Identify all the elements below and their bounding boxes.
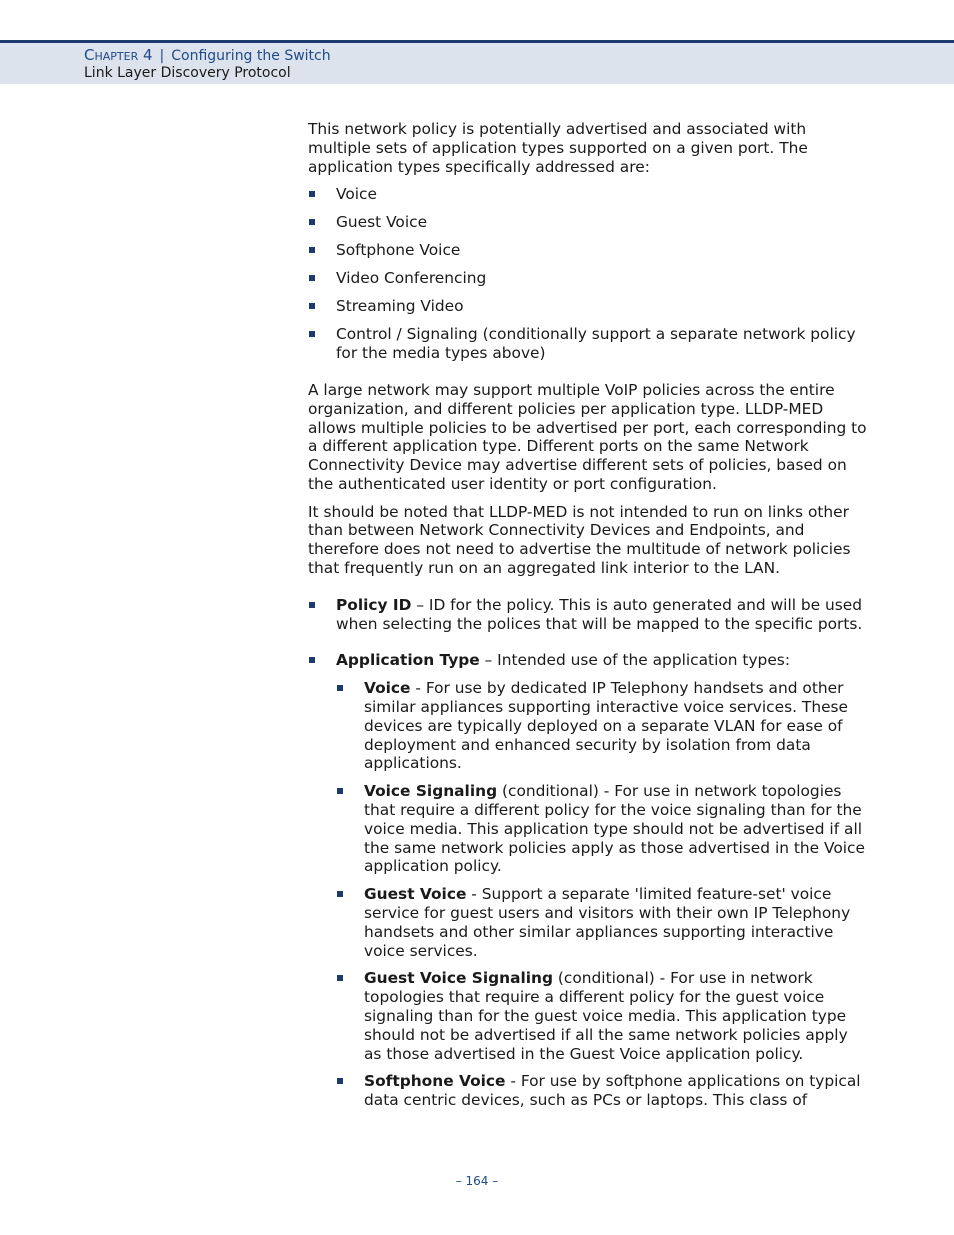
chapter-label: Chapter 4 bbox=[84, 46, 153, 64]
list-item bbox=[308, 185, 870, 204]
bullet-icon bbox=[337, 975, 343, 981]
bullet-icon bbox=[309, 602, 315, 608]
bullet-icon bbox=[337, 891, 343, 897]
bullet-icon bbox=[309, 247, 315, 253]
list-item-text: Guest Voice bbox=[336, 213, 428, 232]
bullet-icon bbox=[337, 685, 343, 691]
voip-policies-paragraph: A large network may support multiple VoIP policies across the entire organization, and different policies per application type. LLDP-MED allows multiple policies to be advertised per port, each corresponding to a different application type. Different ports on the same Network Connectivity Device may advertise different sets of policies, based on the authenticated user identity or port configuration. bbox=[308, 380, 867, 493]
definition-item bbox=[336, 679, 870, 773]
bullet-icon bbox=[309, 219, 315, 225]
param-term: Application Type bbox=[336, 651, 480, 670]
list-item bbox=[308, 325, 870, 363]
bullet-icon bbox=[309, 191, 315, 197]
list-item-text: Control / Signaling (conditionally support a separate network policy for the media types above) bbox=[336, 325, 856, 363]
list-item-text: Voice bbox=[336, 185, 377, 204]
param-application-type bbox=[308, 651, 870, 1110]
section-title: Link Layer Discovery Protocol bbox=[84, 65, 291, 81]
list-item bbox=[308, 269, 870, 288]
bullet-icon bbox=[337, 1078, 343, 1084]
definition-term: Voice Signaling bbox=[364, 782, 498, 801]
list-item-text: Video Conferencing bbox=[336, 269, 487, 288]
intro-paragraph: This network policy is potentially advertised and associated with multiple sets of application types supported on a given port. The application types specifically addressed are: bbox=[308, 120, 808, 176]
list-item bbox=[308, 297, 870, 316]
definition-item bbox=[336, 969, 870, 1063]
definition-term: Softphone Voice bbox=[364, 1072, 506, 1091]
list-item-text: Streaming Video bbox=[336, 297, 464, 316]
definition-item bbox=[336, 782, 870, 876]
definition-item bbox=[336, 885, 870, 960]
parameters-list bbox=[308, 596, 870, 1110]
definition-text: - For use by softphone applications on typical data centric devices, such as PCs or laptops. This class of bbox=[364, 1072, 861, 1110]
lldp-med-note-paragraph: It should be noted that LLDP-MED is not intended to run on links other than between Network Connectivity Devices and Endpoints, and therefore does not need to advertise the multitude of network policies that frequently run on an aggregated link interior to the LAN. bbox=[308, 502, 851, 578]
page-number: – 164 – bbox=[455, 1174, 499, 1188]
application-types-list bbox=[308, 185, 870, 363]
definition-text: - Support a separate 'limited feature-set' voice service for guest users and visitors with their own IP Telephony handsets and other similar appliances supporting interactive voice services. bbox=[364, 885, 851, 960]
page-body bbox=[308, 120, 870, 1128]
header-chapter-line bbox=[84, 46, 331, 64]
param-policy-id bbox=[308, 596, 870, 634]
param-description: – Intended use of the application types: bbox=[479, 651, 791, 670]
bullet-icon bbox=[309, 275, 315, 281]
list-item-text: Softphone Voice bbox=[336, 241, 461, 260]
application-type-definitions bbox=[336, 679, 870, 1110]
list-item bbox=[308, 241, 870, 260]
param-description: – ID for the policy. This is auto generated and will be used when selecting the polices that will be mapped to the specific ports. bbox=[336, 595, 863, 633]
definition-term: Guest Voice Signaling bbox=[364, 969, 553, 988]
definition-item bbox=[336, 1072, 870, 1110]
bullet-icon bbox=[309, 331, 315, 337]
chapter-title: Configuring the Switch bbox=[171, 48, 331, 64]
header-separator: | bbox=[159, 48, 165, 64]
bullet-icon bbox=[309, 303, 315, 309]
page-header bbox=[0, 40, 954, 84]
definition-text: (conditional) - For use in network topologies that require a different policy for the voice signaling than for the voice media. This application type should not be advertised if all the same network policies apply as those advertised in the Voice application policy. bbox=[364, 782, 865, 876]
definition-text: (conditional) - For use in network topologies that require a different policy for the guest voice signaling than for the guest voice media. This application type should not be advertised if all the same network policies apply as those advertised in the Guest Voice application policy. bbox=[364, 969, 848, 1063]
bullet-icon bbox=[337, 788, 343, 794]
list-item bbox=[308, 213, 870, 232]
bullet-icon bbox=[309, 657, 315, 663]
definition-term: Guest Voice bbox=[364, 885, 467, 904]
param-term: Policy ID bbox=[336, 595, 412, 614]
definition-term: Voice bbox=[364, 679, 411, 698]
definition-text: - For use by dedicated IP Telephony handsets and other similar appliances supporting interactive voice services. These devices are typically deployed on a separate VLAN for ease of deployment and enhanced security by isolation from data applications. bbox=[364, 679, 849, 773]
